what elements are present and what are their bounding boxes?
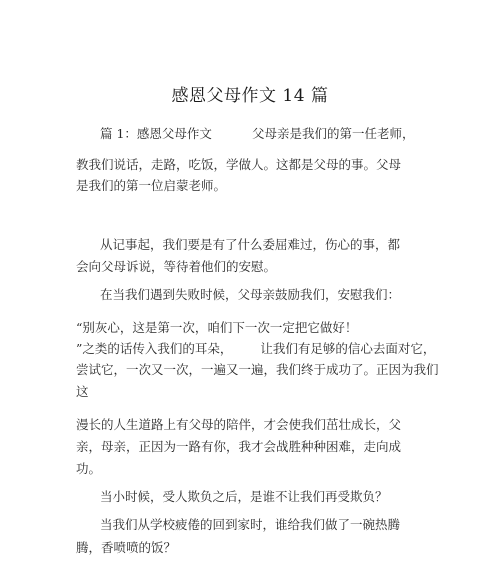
paragraph-line: 教我们说话，走路，吃饭，学做人。这都是父母的事。父母 [76, 157, 402, 172]
paragraph-line: 腾，香喷喷的饭？ [76, 540, 177, 555]
paragraph-line: 亲，母亲，正因为一路有你，我才会战胜种种困难，走向成 [76, 439, 402, 454]
section-heading: 篇 1：感恩父母作文 [100, 126, 212, 141]
paragraph-line: 功。 [76, 461, 102, 476]
paragraph-line: 当小时候，受人欺负之后，是谁不让我们再受欺负？ [100, 489, 388, 504]
paragraph-line: 是我们的第一位启蒙老师。 [76, 178, 227, 193]
paragraph-line [100, 126, 414, 142]
paragraph-line: 这 [76, 384, 89, 399]
text-run: 父母亲是我们的第一任老师， [251, 126, 415, 141]
paragraph-line: 漫长的人生道路上有父母的陪伴，才会使我们茁壮成长，父 [76, 417, 402, 432]
paragraph-line: 尝试它，一次又一次，一遍又一遍，我们终于成功了。正因为我们 [76, 362, 439, 377]
paragraph-line: 会向父母诉说，等待着他们的安慰。 [76, 259, 277, 274]
paragraph-line: “别灰心，这是第一次，咱们下一次一定把它做好！ [76, 320, 358, 335]
paragraph-line: 当我们从学校疲倦的回到家时，谁给我们做了一碗热腾 [100, 517, 401, 532]
text-run: ”之类的话传入我们的耳朵， [76, 341, 233, 356]
paragraph-line: 在当我们遇到失败时候，父母亲鼓励我们，安慰我们： [100, 287, 401, 302]
paragraph-line [76, 341, 435, 357]
text-run: 让我们有足够的信心去面对它， [260, 341, 436, 356]
document-title: 感恩父母作文 14 篇 [171, 86, 329, 106]
paragraph-line: 从记事起，我们要是有了什么委屈难过，伤心的事，都 [100, 237, 401, 252]
